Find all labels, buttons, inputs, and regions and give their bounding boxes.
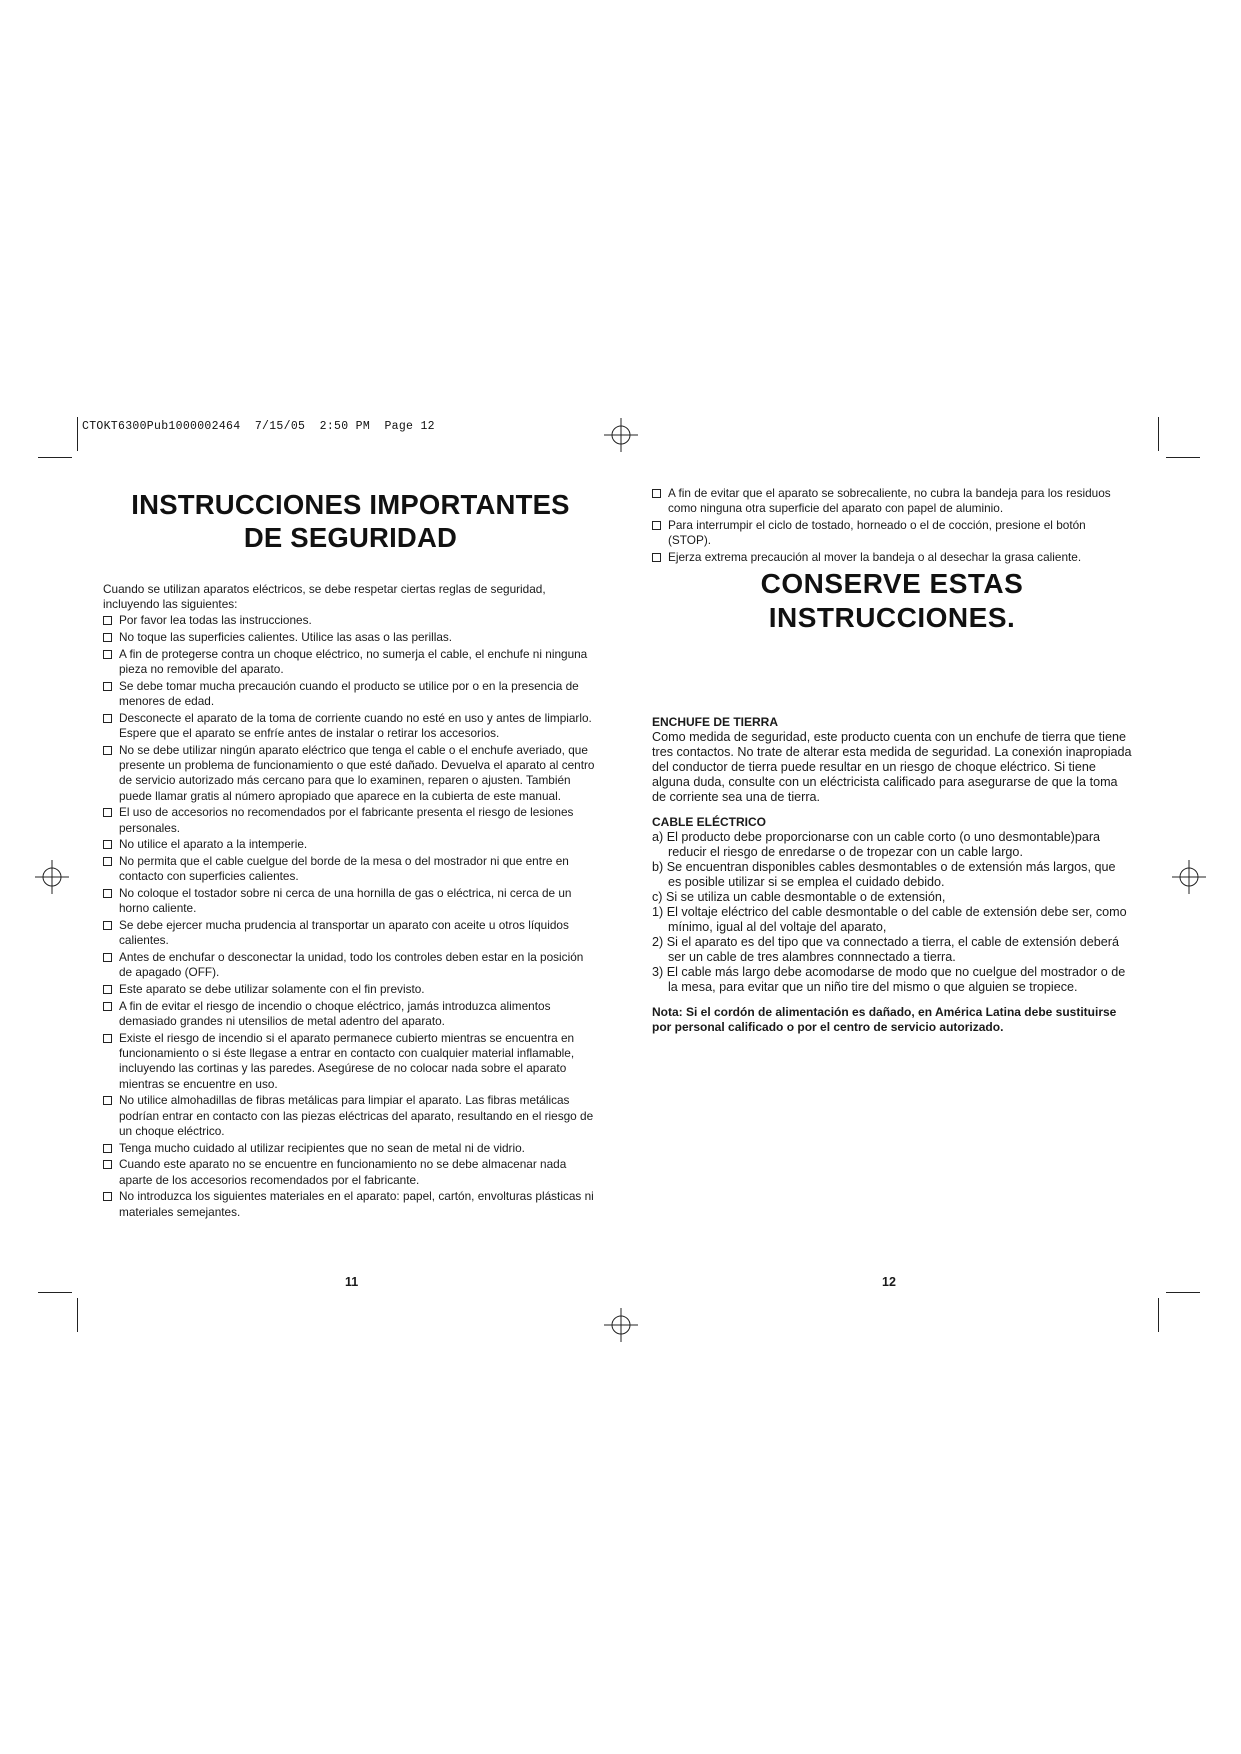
checkbox-bullet-icon <box>652 489 661 498</box>
checkbox-bullet-icon <box>103 889 112 898</box>
list-item-text: Se debe ejercer mucha prudencia al transportar un aparato con aceite u otros líquidos calientes. <box>119 918 569 948</box>
list-item <box>103 854 598 884</box>
list-item <box>103 613 598 628</box>
checkbox-bullet-icon <box>103 616 112 625</box>
list-item-text: No coloque el tostador sobre ni cerca de una hornilla de gas o eléctrica, ni cerca de un horno caliente. <box>119 886 572 916</box>
safety-title-line2: DE SEGURIDAD <box>243 522 458 553</box>
crop-mark <box>38 457 72 458</box>
list-item <box>103 886 598 916</box>
checkbox-bullet-icon <box>103 921 112 930</box>
crop-mark <box>1158 1298 1159 1332</box>
list-item-text: Existe el riesgo de incendio si el aparato permanece cubierto mientras se encuentra en funcionamiento o si éste llegase a entrar en contacto con cualquier material inflamable, incluyendo las cortinas y las paredes. Asegúrese de no colocar nada sobre el aparato mientras se encuentre en uso. <box>119 1031 575 1091</box>
list-item <box>103 1189 598 1219</box>
cable-list-item: a) El producto debe proporcionarse con un cable corto (o uno desmontable)para reducir el riesgo de enredarse o de tropezar con un cable largo. <box>652 829 1101 859</box>
cable-list-item: 2) Si el aparato es del tipo que va connectado a tierra, el cable de extensión deberá ser un cable de tres alambres connnectado a tierra. <box>652 934 1119 964</box>
checkbox-bullet-icon <box>652 553 661 562</box>
list-item <box>103 950 598 980</box>
list-item <box>103 630 598 645</box>
checkbox-bullet-icon <box>103 714 112 723</box>
crop-mark <box>38 1292 72 1293</box>
list-item <box>103 1093 598 1139</box>
crop-mark <box>77 417 78 451</box>
checkbox-bullet-icon <box>103 1160 112 1169</box>
safety-title <box>103 488 598 554</box>
list-item-text: No utilice el aparato a la intemperie. <box>119 837 308 852</box>
list-item-text: Por favor lea todas las instrucciones. <box>119 613 312 628</box>
list-item-text: Este aparato se debe utilizar solamente con el fin previsto. <box>119 982 425 997</box>
list-item <box>103 1157 598 1187</box>
checkbox-bullet-icon <box>103 1192 112 1201</box>
conserve-title-line1: CONSERVE ESTAS <box>760 567 1024 599</box>
list-item-text: No permita que el cable cuelgue del borde de la mesa o del mostrador ni que entre en contacto con superficies calientes. <box>119 854 569 884</box>
checkbox-bullet-icon <box>103 746 112 755</box>
safety-list-continued <box>652 486 1132 565</box>
checkbox-bullet-icon <box>103 953 112 962</box>
crop-mark <box>77 1298 78 1332</box>
checkbox-bullet-icon <box>103 633 112 642</box>
list-item <box>652 550 1132 565</box>
list-item <box>103 982 598 997</box>
registration-mark-icon <box>604 1308 638 1342</box>
safety-title-line1: INSTRUCCIONES IMPORTANTES <box>131 489 570 520</box>
crop-mark <box>1166 457 1200 458</box>
registration-mark-icon <box>604 418 638 452</box>
left-page <box>103 488 598 1221</box>
conserve-title <box>652 567 1132 635</box>
safety-intro: Cuando se utilizan aparatos eléctricos, se debe respetar ciertas reglas de seguridad, incluyendo las siguientes: <box>103 582 546 612</box>
printer-slug: CTOKT6300Pub1000002464 7/15/05 2:50 PM Page 12 <box>82 420 435 433</box>
checkbox-bullet-icon <box>103 1002 112 1011</box>
list-item-text: Tenga mucho cuidado al utilizar recipientes que no sean de metal ni de vidrio. <box>119 1140 525 1155</box>
list-item-text: Para interrumpir el ciclo de tostado, horneado o el de cocción, presione el botón (STOP). <box>668 518 1086 548</box>
list-item <box>103 837 598 852</box>
checkbox-bullet-icon <box>103 650 112 659</box>
list-item <box>103 1031 598 1092</box>
list-item <box>103 679 598 709</box>
conserve-title-line2: INSTRUCCIONES. <box>768 601 1016 633</box>
checkbox-bullet-icon <box>103 1096 112 1105</box>
cable-heading: CABLE ELÉCTRICO <box>652 814 766 829</box>
ground-text: Como medida de seguridad, este producto cuenta con un enchufe de tierra que tiene tres contactos. No trate de alterar esta medida de seguridad. La conexión inapropiada del conductor de tierra puede resultar en un riesgo de choque eléctrico. Si tiene alguna duda, consulte con un eléctricista calificado para asegurarse de que la toma de corriente sea una de tierra. <box>652 729 1132 804</box>
list-item <box>103 711 598 741</box>
list-item-text: No se debe utilizar ningún aparato eléctrico que tenga el cable o el enchufe averiado, que presente un problema de funcionamiento o que esté dañado. Devuelva el aparato al centro de servicio autorizado más cercano para que lo examinen, reparen o ajusten. También puede llamar gratis al número apropiado que aparece en la cubierta de este manual. <box>119 743 595 803</box>
crop-mark <box>1166 1292 1200 1293</box>
list-item <box>103 805 598 835</box>
checkbox-bullet-icon <box>652 521 661 530</box>
list-item-text: El uso de accesorios no recomendados por el fabricante presenta el riesgo de lesiones personales. <box>119 805 574 835</box>
right-page <box>652 486 1132 1035</box>
page-number-left: 11 <box>345 1275 359 1289</box>
checkbox-bullet-icon <box>103 1034 112 1043</box>
registration-mark-icon <box>1172 860 1206 894</box>
checkbox-bullet-icon <box>103 840 112 849</box>
page-number-right: 12 <box>882 1275 896 1289</box>
list-item-text: Antes de enchufar o desconectar la unidad, todo los controles deben estar en la posición de apagado (OFF). <box>119 950 584 980</box>
list-item-text: A fin de evitar el riesgo de incendio o choque eléctrico, jamás introduzca alimentos demasiado grandes ni utensilios de metal adentro del aparato. <box>119 999 551 1029</box>
cable-list-item: b) Se encuentran disponibles cables desmontables o de extensión más largos, que es posible utilizar si se emplea el cuidado debido. <box>652 859 1116 889</box>
ground-heading: ENCHUFE DE TIERRA <box>652 714 779 729</box>
cable-list-item: c) Si se utiliza un cable desmontable o de extensión, <box>652 889 946 904</box>
list-item <box>103 918 598 948</box>
list-item <box>652 486 1132 516</box>
checkbox-bullet-icon <box>103 857 112 866</box>
list-item <box>103 647 598 677</box>
list-item <box>103 743 598 804</box>
list-item-text: Desconecte el aparato de la toma de corriente cuando no esté en uso y antes de limpiarlo. Espere que el aparato se enfríe antes de instalar o retirar los accesorios. <box>119 711 592 741</box>
checkbox-bullet-icon <box>103 682 112 691</box>
cable-list-item: 3) El cable más largo debe acomodarse de modo que no cuelgue del mostrador o de la mesa, para evitar que un niño tire del mismo o que alguien se tropiece. <box>652 964 1126 994</box>
registration-mark-icon <box>35 860 69 894</box>
service-note: Nota: Si el cordón de alimentación es dañado, en América Latina debe sustituirse por personal calificado o por el centro de servicio autorizado. <box>652 1004 1117 1034</box>
safety-list <box>103 613 598 1219</box>
list-item-text: Cuando este aparato no se encuentre en funcionamiento no se debe almacenar nada aparte de los accesorios recomendados por el fabricante. <box>119 1157 567 1187</box>
list-item <box>652 518 1132 548</box>
list-item-text: No utilice almohadillas de fibras metálicas para limpiar el aparato. Las fibras metálicas podrían entrar en contacto con las piezas eléctricas del aparato, resultando en el riesgo de un choque eléctrico. <box>119 1093 594 1138</box>
checkbox-bullet-icon <box>103 808 112 817</box>
checkbox-bullet-icon <box>103 985 112 994</box>
list-item <box>103 999 598 1029</box>
list-item-text: Ejerza extrema precaución al mover la bandeja o al desechar la grasa caliente. <box>668 550 1082 564</box>
checkbox-bullet-icon <box>103 1144 112 1153</box>
crop-mark <box>1158 417 1159 451</box>
list-item-text: Se debe tomar mucha precaución cuando el producto se utilice por o en la presencia de menores de edad. <box>119 679 579 709</box>
cable-list-item: 1) El voltaje eléctrico del cable desmontable o del cable de extensión debe ser, como mínimo, igual al del voltaje del aparato, <box>652 904 1127 934</box>
list-item <box>103 1141 598 1156</box>
list-item-text: No introduzca los siguientes materiales en el aparato: papel, cartón, envolturas plásticas ni materiales semejantes. <box>119 1189 594 1219</box>
list-item-text: A fin de evitar que el aparato se sobrecaliente, no cubra la bandeja para los residuos como ninguna otra superficie del aparato con papel de aluminio. <box>668 486 1111 516</box>
list-item-text: A fin de protegerse contra un choque eléctrico, no sumerja el cable, el enchufe ni ninguna pieza no removible del aparato. <box>119 647 588 677</box>
list-item-text: No toque las superficies calientes. Utilice las asas o las perillas. <box>119 630 453 645</box>
cable-list <box>652 830 1132 995</box>
